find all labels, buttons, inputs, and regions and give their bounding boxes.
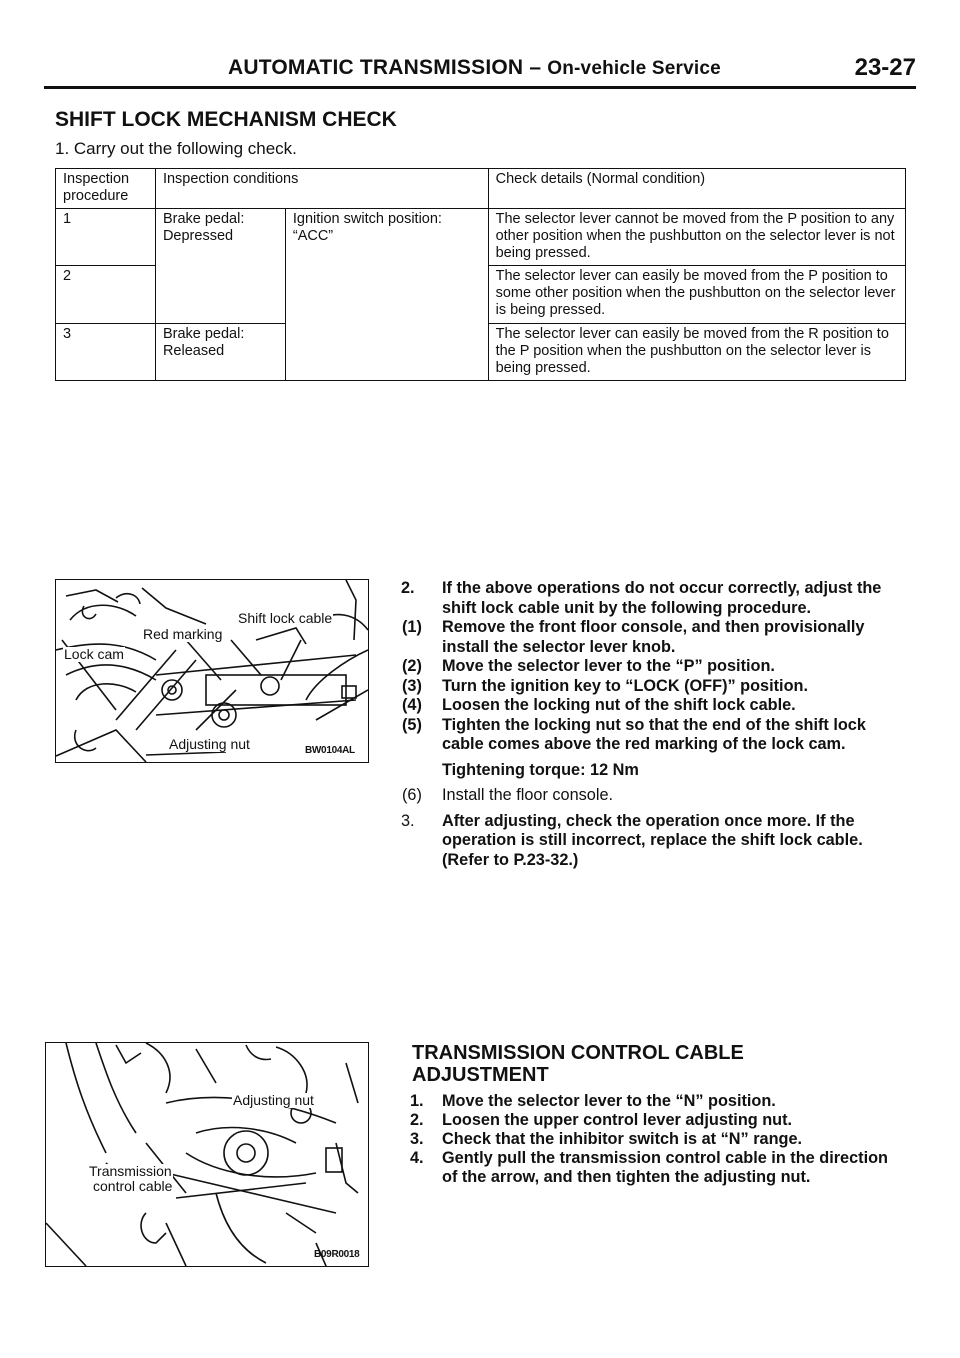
- step-text: Loosen the locking nut of the shift lock cable.: [442, 696, 796, 714]
- control-cable-illustration: [46, 1043, 368, 1266]
- header-title: [228, 56, 721, 80]
- step-number: 2.: [410, 1111, 424, 1129]
- procedure-substep: [398, 657, 906, 677]
- control-cable-procedure: [410, 1092, 906, 1187]
- procedure-step: [398, 579, 906, 618]
- step-number: 1.: [410, 1092, 424, 1110]
- step-text: Tighten the locking nut so that the end of the shift lock cable comes above the red marking of the lock cam.: [442, 715, 866, 753]
- header-title-main: AUTOMATIC TRANSMISSION: [228, 56, 524, 79]
- step-text: If the above operations do not occur correctly, adjust the shift lock cable unit by the following procedure.: [442, 579, 882, 617]
- step-text: Turn the ignition key to “LOCK (OFF)” position.: [442, 676, 808, 695]
- header-rule: [44, 86, 916, 89]
- step-number: 2.: [401, 579, 415, 597]
- section-title-line: TRANSMISSION CONTROL CABLE: [412, 1042, 744, 1064]
- step-text: Move the selector lever to the “N” position.: [442, 1092, 776, 1110]
- page-number: 23-27: [854, 54, 916, 81]
- procedure-substep: [398, 786, 906, 806]
- figure-code: B09R0018: [314, 1249, 360, 1260]
- table-header-procedure: Inspection procedure: [56, 169, 156, 209]
- procedure-step: [410, 1092, 906, 1111]
- step-text: After adjusting, check the operation once more. If the operation is still incorrect, replace the shift lock cable. (Refer to P.23-32.): [442, 811, 863, 869]
- step-number: (2): [402, 657, 422, 675]
- label-lock-cam: Lock cam: [64, 646, 124, 662]
- step-number: (1): [402, 618, 422, 636]
- step-text: Check that the inhibitor switch is at “N” range.: [442, 1130, 803, 1148]
- section-title-shift-lock: SHIFT LOCK MECHANISM CHECK: [55, 108, 397, 131]
- header-title-sub: On-vehicle Service: [547, 58, 721, 79]
- step-text: Loosen the upper control lever adjusting nut.: [442, 1111, 793, 1129]
- step-number: (3): [402, 676, 422, 695]
- step-number: 3.: [410, 1130, 424, 1148]
- inspection-table: [55, 168, 906, 381]
- label-adjusting-nut: Adjusting nut: [169, 736, 250, 752]
- table-cell-brake: Brake pedal: Depressed: [155, 209, 285, 324]
- figure-code: BW0104AL: [305, 745, 355, 756]
- table-cell-detail: The selector lever can easily be moved from the P position to some other position when the pushbutton on the selector lever is being pressed.: [488, 266, 905, 324]
- procedure-step: [410, 1111, 906, 1130]
- table-cell-brake: Brake pedal: Released: [155, 324, 285, 381]
- figure-control-cable: [45, 1042, 369, 1267]
- header-title-dash: –: [523, 56, 548, 79]
- table-header-conditions: Inspection conditions: [155, 169, 488, 209]
- procedure-step: [410, 1149, 906, 1187]
- table-cell-proc: 1: [56, 209, 156, 266]
- section-title-line: ADJUSTMENT: [412, 1064, 549, 1086]
- table-cell-detail: The selector lever can easily be moved from the R position to the P position when the pushbutton on the selector lever is being pressed.: [488, 324, 905, 381]
- table-cell-proc: 2: [56, 266, 156, 324]
- step-number: 3.: [401, 811, 415, 830]
- label-shift-lock-cable: Shift lock cable: [238, 610, 333, 626]
- procedure-step: [410, 1130, 906, 1149]
- step-number: (6): [402, 786, 422, 804]
- label-red-marking: Red marking: [143, 626, 223, 642]
- label-adjusting-nut: Adjusting nut: [233, 1092, 314, 1108]
- step-text: Remove the front floor console, and then provisionally install the selector lever knob.: [442, 618, 865, 656]
- procedure-substep: [398, 677, 906, 697]
- step-number: (5): [402, 715, 422, 734]
- step-number: (4): [402, 696, 422, 714]
- step-text: Install the floor console.: [442, 786, 614, 804]
- procedure-substep: [398, 716, 906, 755]
- table-row: [56, 209, 906, 266]
- procedure-substep: [398, 618, 906, 657]
- step-text: Gently pull the transmission control cable in the direction of the arrow, and then tighten the adjusting nut.: [442, 1149, 888, 1186]
- shift-lock-procedure: [398, 579, 906, 870]
- section-title-control-cable: [412, 1042, 744, 1086]
- figure-shift-lock: [55, 579, 369, 763]
- shift-lock-illustration: [56, 580, 368, 762]
- intro-step: 1. Carry out the following check.: [55, 139, 297, 158]
- procedure-step: [398, 812, 906, 871]
- step-number: 4.: [410, 1149, 424, 1167]
- label-control-cable: control cable: [93, 1178, 173, 1194]
- table-cell-ignition: Ignition switch position: “ACC”: [285, 209, 488, 381]
- label-transmission: Transmission: [89, 1163, 172, 1179]
- table-header-details: Check details (Normal condition): [488, 169, 905, 209]
- table-header-row: [56, 169, 906, 209]
- procedure-substep: [398, 696, 906, 716]
- table-cell-proc: 3: [56, 324, 156, 381]
- tightening-torque: Tightening torque: 12 Nm: [442, 760, 639, 779]
- step-text: Move the selector lever to the “P” position.: [442, 657, 775, 675]
- table-cell-detail: The selector lever cannot be moved from the P position to any other position when the pushbutton on the selector lever is not being pressed.: [488, 209, 905, 266]
